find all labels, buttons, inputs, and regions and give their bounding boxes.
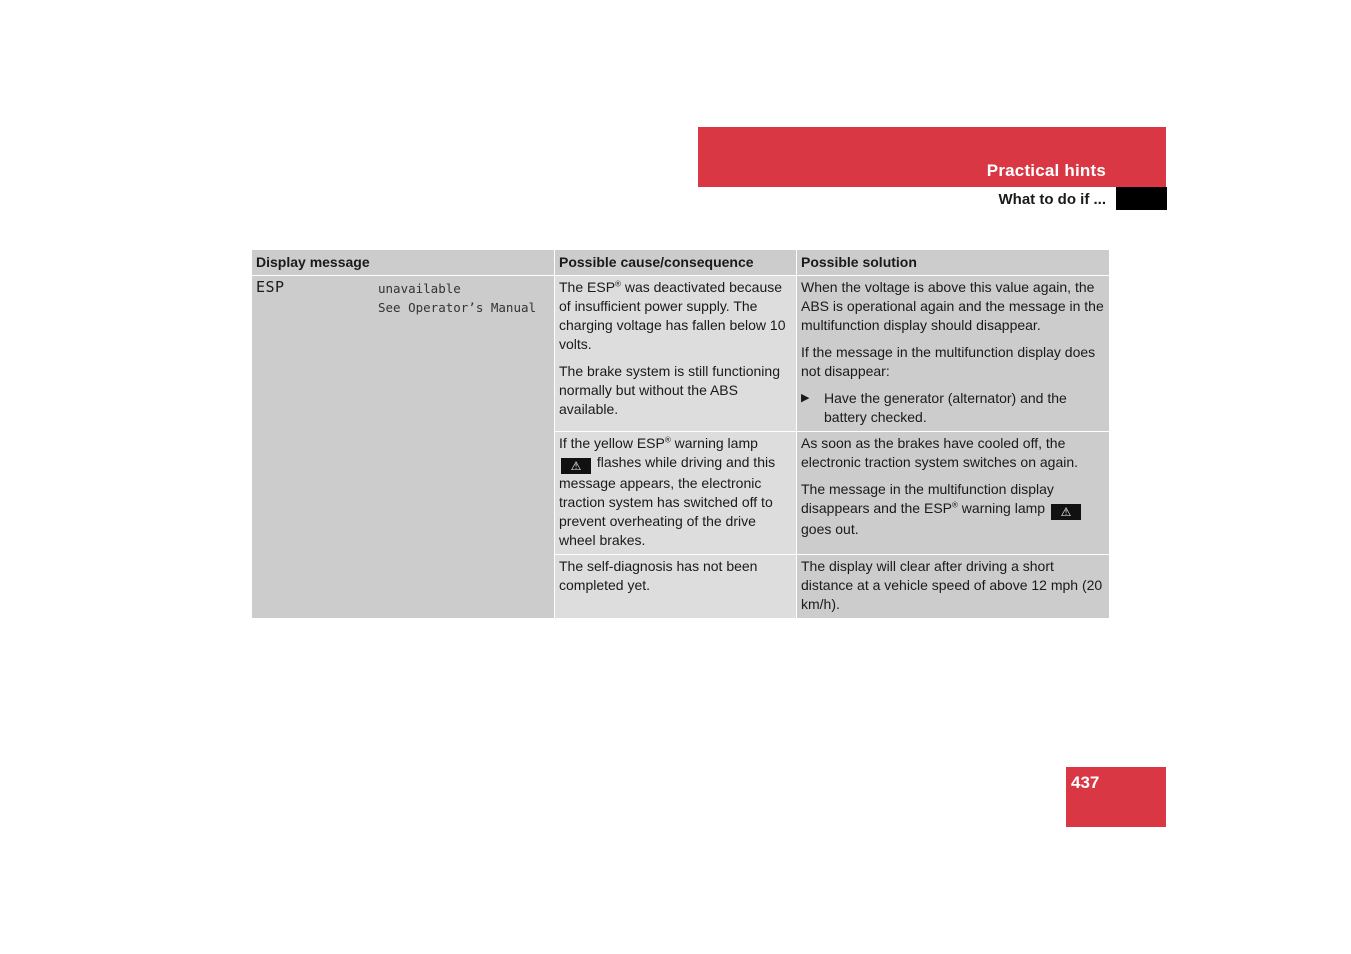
- cause-cell: [555, 555, 797, 619]
- solution-cell: [797, 555, 1110, 619]
- table-row: [252, 276, 1109, 432]
- table-header-row: [252, 250, 1109, 276]
- display-message-text: [378, 279, 536, 317]
- display-message-code: ESP: [256, 278, 285, 296]
- column-header-possible-cause: Possible cause/consequence: [555, 250, 797, 276]
- solution-cell: [797, 276, 1110, 432]
- column-header-possible-solution: Possible solution: [797, 250, 1110, 276]
- cause-paragraph: If the yellow ESP® warning lamp ⚠ flashes while driving and this message appears, the electronic traction system has switched off to prevent overheating of the drive wheel brakes.: [559, 435, 776, 548]
- subsection-marker: [1116, 187, 1167, 210]
- solution-paragraph: The message in the multifunction display disappears and the ESP® warning lamp ⚠ goes out.: [801, 480, 1105, 539]
- column-header-display-message: Display message: [252, 250, 555, 276]
- cause-paragraph: The brake system is still functioning normally but without the ABS available.: [559, 363, 780, 417]
- page-number-box: [1066, 767, 1166, 827]
- solution-paragraph: When the voltage is above this value again, the ABS is operational again and the message in the multifunction display should disappear.: [801, 279, 1104, 333]
- subsection-title: What to do if ...: [998, 191, 1106, 208]
- cause-cell: [555, 276, 797, 432]
- cause-paragraph: The self-diagnosis has not been completed yet.: [559, 558, 758, 593]
- bullet-arrow-icon: ▶: [801, 392, 810, 404]
- warning-triangle-icon: ⚠: [1051, 504, 1081, 520]
- solution-paragraph: The display will clear after driving a short distance at a vehicle speed of above 12 mph (20 km/h).: [801, 558, 1103, 612]
- section-header-band: [698, 127, 1166, 187]
- display-message-cell: [252, 276, 555, 619]
- display-message-line: See Operator’s Manual: [378, 300, 537, 315]
- display-message-table: [252, 250, 1109, 619]
- warning-triangle-icon: ⚠: [561, 458, 591, 474]
- solution-paragraph: As soon as the brakes have cooled off, the electronic traction system switches on again.: [801, 435, 1079, 470]
- solution-paragraph: If the message in the multifunction display does not disappear:: [801, 344, 1096, 379]
- solution-cell: [797, 432, 1110, 555]
- cause-paragraph: The ESP® was deactivated because of insufficient power supply. The charging voltage has fallen below 10 volts.: [559, 279, 786, 352]
- solution-bullet-item: ▶ Have the generator (alternator) and the battery checked.: [801, 390, 1067, 425]
- display-message-line: unavailable: [378, 281, 461, 296]
- cause-cell: [555, 432, 797, 555]
- section-title: Practical hints: [986, 161, 1106, 180]
- page-number: 437: [1071, 773, 1100, 792]
